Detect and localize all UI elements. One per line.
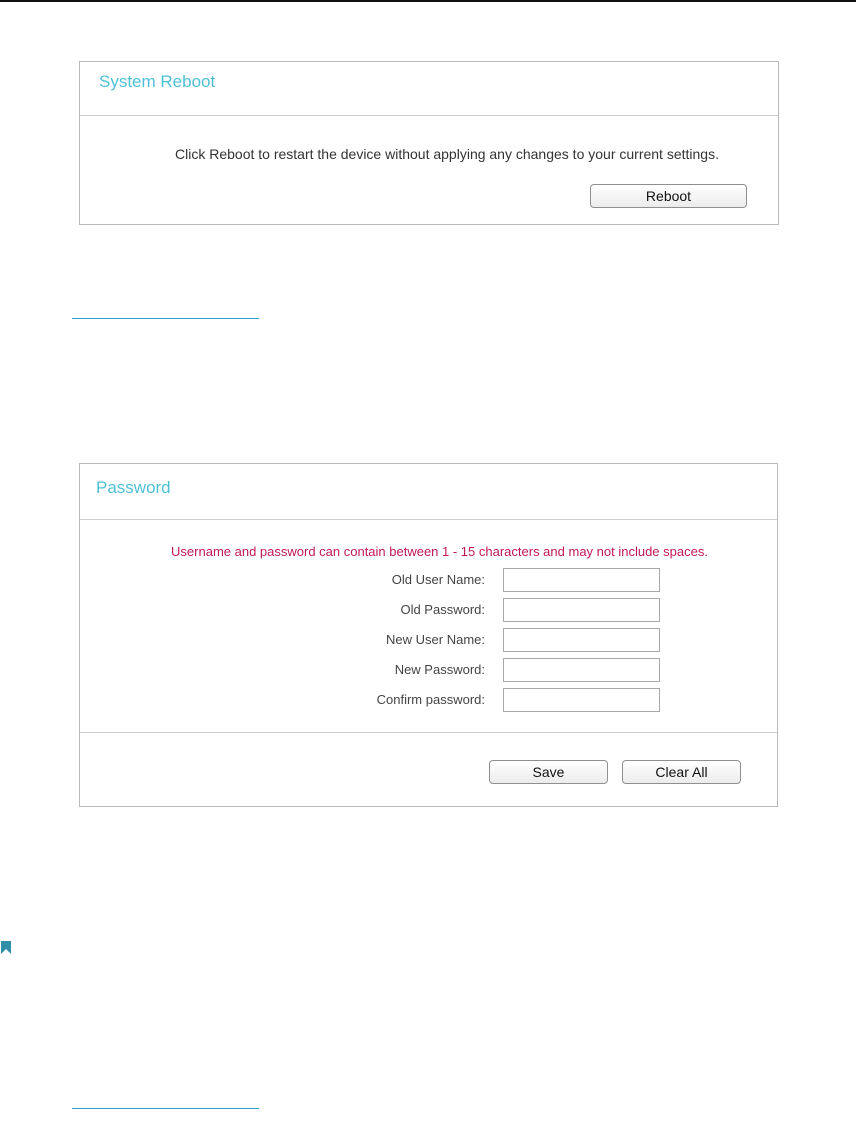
reboot-description: Click Reboot to restart the device without applying any changes to your current settings. <box>175 146 719 162</box>
old-password-row <box>80 598 779 622</box>
password-rules-note: Username and password can contain between 1 - 15 characters and may not include spaces. <box>171 544 708 559</box>
panel-divider <box>80 732 777 733</box>
system-reboot-title: System Reboot <box>80 62 778 116</box>
new-password-row <box>80 658 779 682</box>
old-user-name-row <box>80 568 779 592</box>
new-password-label: New Password: <box>394 662 485 677</box>
confirm-password-label: Confirm password: <box>376 692 485 707</box>
new-user-name-input[interactable] <box>503 628 660 652</box>
new-user-name-row <box>80 628 779 652</box>
top-border <box>0 0 856 2</box>
bookmark-icon <box>0 941 12 954</box>
confirm-password-row <box>80 688 779 712</box>
save-button[interactable]: Save <box>489 760 608 784</box>
new-user-name-label: New User Name: <box>386 632 485 647</box>
system-reboot-panel <box>79 61 779 225</box>
password-title: Password <box>80 464 777 520</box>
old-user-name-input[interactable] <box>503 568 660 592</box>
confirm-password-input[interactable] <box>503 688 660 712</box>
reboot-button[interactable]: Reboot <box>590 184 747 208</box>
old-password-input[interactable] <box>503 598 660 622</box>
password-panel <box>79 463 778 807</box>
section-link-underline <box>72 318 259 319</box>
section-link-underline <box>72 1108 259 1109</box>
new-password-input[interactable] <box>503 658 660 682</box>
old-user-name-label: Old User Name: <box>391 572 485 587</box>
clear-all-button[interactable]: Clear All <box>622 760 741 784</box>
old-password-label: Old Password: <box>400 602 485 617</box>
